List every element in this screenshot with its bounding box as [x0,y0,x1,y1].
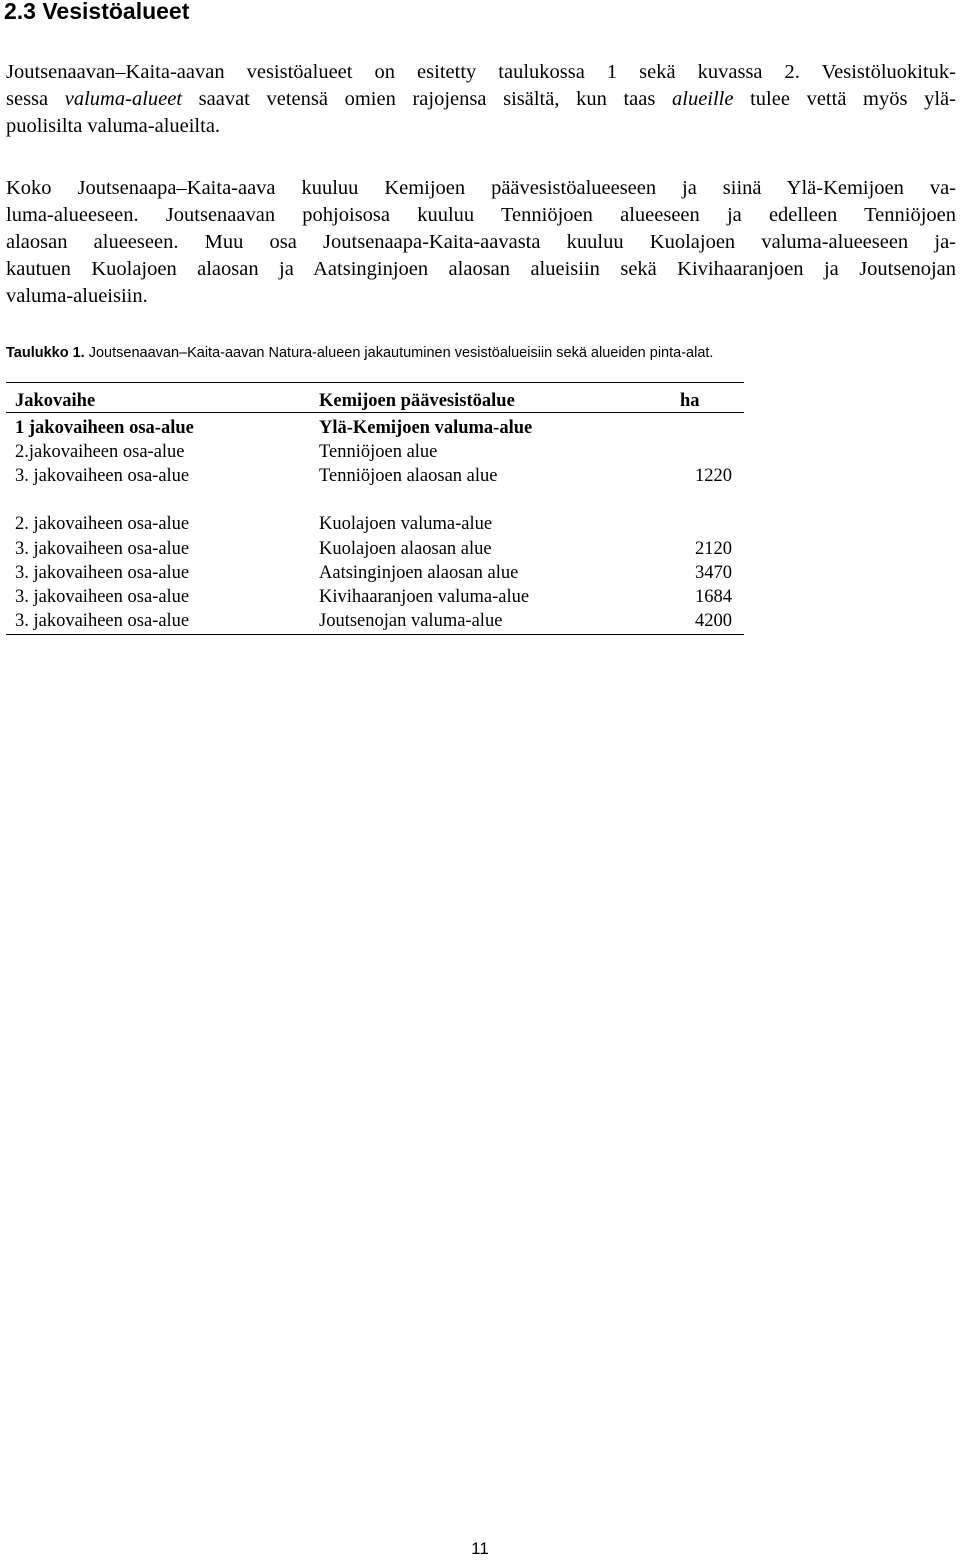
cell-area: Kuolajoen valuma-alue [319,514,493,534]
table-caption [6,343,713,363]
paragraph-catchment [6,175,956,310]
header-paavesistoalue: Kemijoen päävesistöalue [319,391,515,411]
table-row [0,585,744,609]
header-ha: ha [680,391,700,411]
text-run: tulee vettä myös ylä- [733,88,956,110]
cell-stage: 3. jakovaiheen osa-alue [15,611,190,631]
cell-area: Kuolajoen alaosan alue [319,539,492,559]
text-run: sessa [6,88,65,110]
table-bottom-rule [6,634,744,635]
cell-ha: 2120 [695,539,732,559]
header-jakovaihe: Jakovaihe [15,391,96,411]
paragraph-line: Koko Joutsenaapa–Kaita-aava kuuluu Kemijoen päävesistöalueeseen ja siinä Ylä-Kemijoen va- [6,177,956,199]
paragraph-line: luma-alueeseen. Joutsenaavan pohjoisosa kuuluu Tenniöjoen alueeseen ja edelleen Tenniöjoen [6,204,956,226]
section-heading: 2.3 Vesistöalueet [4,0,190,24]
cell-ha: 4200 [695,611,732,631]
paragraph-line: kautuen Kuolajoen alaosan ja Aatsinginjoen alaosan alueisiin sekä Kivihaaranjoen ja Joutsenojan [6,258,956,280]
table-row [0,561,744,585]
cell-stage: 2. jakovaiheen osa-alue [15,514,190,534]
cell-area: Joutsenojan valuma-alue [319,611,503,631]
cell-ha: 3470 [695,563,732,583]
table-caption-text: Joutsenaavan–Kaita-aavan Natura-alueen jakautuminen vesistöalueisiin sekä alueiden pinta-alat. [84,345,714,361]
paragraph-line: Joutsenaavan–Kaita-aavan vesistöalueet on esitetty taulukossa 1 sekä kuvassa 2. Vesistöluokituk- [6,61,956,83]
table-top-rule [6,382,744,383]
emphasis-alueille: alueille [672,88,734,110]
cell-stage: 1 jakovaiheen osa-alue [15,418,194,438]
table-row [0,537,744,561]
cell-area: Tenniöjoen alue [319,442,438,462]
paragraph-intro [6,59,956,140]
cell-ha: 1684 [695,587,732,607]
page-number: 11 [471,1539,489,1558]
cell-ha: 1220 [695,466,732,486]
paragraph-line [6,86,956,113]
cell-area: Kivihaaranjoen valuma-alue [319,587,530,607]
table-row [0,440,744,464]
table-row [0,609,744,633]
table-header-row [0,389,744,413]
table-header-rule [6,412,744,413]
cell-stage: 2.jakovaiheen osa-alue [15,442,185,462]
cell-stage: 3. jakovaiheen osa-alue [15,539,190,559]
cell-area: Aatsinginjoen alaosan alue [319,563,519,583]
cell-stage: 3. jakovaiheen osa-alue [15,466,190,486]
table-row [0,416,744,440]
emphasis-valuma-alueet: valuma-alueet [64,88,183,110]
cell-area: Tenniöjoen alaosan alue [319,466,498,486]
paragraph-line: alaosan alueeseen. Muu osa Joutsenaapa-Kaita-aavasta kuuluu Kuolajoen valuma-alueeseen ja- [6,231,956,253]
text-run: saavat vetensä omien rajojensa sisältä, kun taas [182,88,672,110]
cell-area: Ylä-Kemijoen valuma-alue [319,418,533,438]
cell-stage: 3. jakovaiheen osa-alue [15,587,190,607]
paragraph-line: puolisilta valuma-alueilta. [6,115,221,137]
table-caption-label: Taulukko 1. [6,345,85,361]
paragraph-line: valuma-alueisiin. [6,285,148,307]
cell-stage: 3. jakovaiheen osa-alue [15,563,190,583]
table-row [0,464,744,488]
table-row [0,512,744,536]
